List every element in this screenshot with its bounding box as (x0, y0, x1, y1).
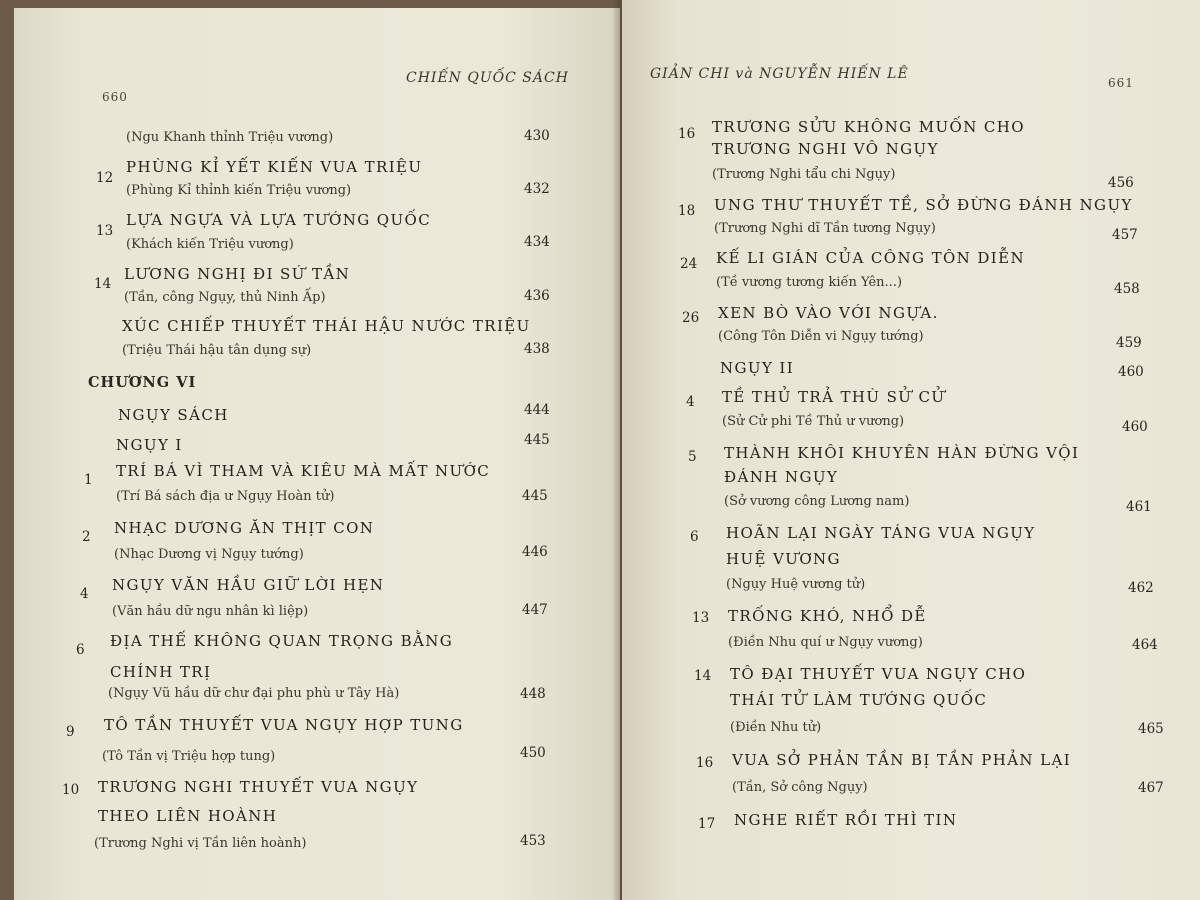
toc-page: 430 (524, 128, 550, 144)
toc-page: 458 (1114, 281, 1140, 297)
toc-page: 462 (1128, 580, 1154, 596)
toc-subtitle: (Ngụy Vũ hầu dữ chư đại phu phù ư Tây Hà) (108, 686, 400, 701)
toc-title: TRÍ BÁ VÌ THAM VÀ KIÊU MÀ MẤT NƯỚC (116, 462, 491, 480)
toc-page: 436 (524, 288, 550, 304)
toc-page: 432 (524, 181, 550, 197)
toc-subtitle: (Ngu Khanh thỉnh Triệu vương) (126, 130, 334, 145)
toc-title: TÔ TẦN THUYẾT VUA NGỤY HỢP TUNG (104, 716, 464, 734)
toc-title: TRỐNG KHÓ, NHỔ DỄ (728, 607, 927, 625)
toc-subtitle: (Trí Bá sách địa ư Ngụy Hoàn tử) (116, 489, 335, 504)
toc-title: THÀNH KHÔI KHUYÊN HÀN ĐỪNG VỘI (724, 444, 1080, 462)
left-running-head: CHIẾN QUỐC SÁCH (406, 70, 569, 86)
toc-title: LỰA NGỰA VÀ LỰA TƯỚNG QUỐC (126, 211, 432, 229)
toc-page: 467 (1138, 780, 1164, 796)
toc-subtitle: (Điền Nhu tử) (730, 720, 822, 735)
toc-number: 17 (698, 816, 716, 832)
toc-title-continued: THÁI TỬ LÀM TƯỚNG QUỐC (730, 691, 988, 709)
toc-subtitle: (Tô Tần vị Triệu hợp tung) (102, 749, 276, 764)
toc-subtitle: (Sử Cử phi Tề Thủ ư vương) (722, 414, 905, 429)
toc-subtitle: (Tề vương tương kiến Yên...) (716, 275, 903, 290)
left-page (14, 8, 620, 900)
toc-number: 5 (688, 449, 697, 465)
toc-title: ĐỊA THẾ KHÔNG QUAN TRỌNG BẰNG (110, 632, 454, 650)
toc-page: 445 (524, 432, 550, 448)
toc-title: NGỤY I (116, 436, 183, 454)
toc-title: XEN BÒ VÀO VỚI NGỰA. (718, 304, 939, 322)
toc-title: KẾ LI GIÁN CỦA CÔNG TÔN DIỄN (716, 249, 1026, 267)
toc-title: VUA SỞ PHẢN TẦN BỊ TẦN PHẢN LẠI (732, 751, 1072, 769)
toc-title: NGỤY VĂN HẦU GIỮ LỜI HẸN (112, 576, 385, 594)
toc-title-continued: THEO LIÊN HOÀNH (98, 807, 278, 825)
toc-number: 4 (80, 586, 89, 602)
toc-subtitle: (Tần, Sở công Ngụy) (732, 780, 868, 795)
toc-subtitle: (Ngụy Huệ vương tử) (726, 577, 866, 592)
right-page-number: 661 (1108, 76, 1134, 90)
right-running-head: GIẢN CHI và NGUYỄN HIẾN LÊ (650, 66, 909, 82)
toc-page: 461 (1126, 499, 1152, 515)
toc-title: NHẠC DƯƠNG ĂN THỊT CON (114, 519, 375, 537)
toc-title-continued: CHÍNH TRỊ (110, 663, 212, 681)
toc-number: 2 (82, 529, 91, 545)
toc-number: 14 (694, 668, 712, 684)
toc-title: NGỤY SÁCH (118, 406, 229, 424)
toc-title: TỀ THỦ TRẢ THÙ SỬ CỬ (722, 388, 946, 406)
toc-subtitle: (Văn hầu dữ ngu nhân kì liệp) (112, 604, 309, 619)
toc-title: TÔ ĐẠI THUYẾT VUA NGỤY CHO (730, 665, 1027, 683)
toc-title-continued: TRƯƠNG NGHI VÔ NGỤY (712, 140, 939, 158)
toc-page: 444 (524, 402, 550, 418)
toc-subtitle: (Trương Nghi vị Tần liên hoành) (94, 836, 307, 851)
toc-number: 1 (84, 472, 93, 488)
toc-number: 13 (692, 610, 710, 626)
chapter-heading: CHƯƠNG VI (88, 374, 197, 391)
toc-subtitle: (Điền Nhu quí ư Ngụy vương) (728, 635, 923, 650)
toc-subtitle: (Sở vương công Lương nam) (724, 494, 910, 509)
toc-title: NGHE RIẾT RỒI THÌ TIN (734, 811, 958, 829)
toc-number: 10 (62, 782, 80, 798)
toc-page: 464 (1132, 637, 1158, 653)
toc-page: 453 (520, 833, 546, 849)
toc-subtitle: (Trương Nghi tẩu chi Ngụy) (712, 167, 896, 182)
toc-subtitle: (Tần, công Ngụy, thủ Ninh Ấp) (124, 290, 326, 305)
toc-number: 13 (96, 223, 114, 239)
left-page-number: 660 (102, 90, 128, 104)
toc-title: UNG THƯ THUYẾT TỀ, SỞ ĐỪNG ĐÁNH NGỤY (714, 196, 1133, 214)
toc-subtitle: (Công Tôn Diễn vi Ngụy tướng) (718, 329, 924, 344)
toc-title: HOÃN LẠI NGÀY TÁNG VUA NGỤY (726, 524, 1036, 542)
toc-title-continued: ĐÁNH NGỤY (724, 468, 839, 486)
toc-title: TRƯƠNG NGHI THUYẾT VUA NGỤY (98, 778, 419, 796)
toc-number: 9 (66, 724, 75, 740)
toc-page: 456 (1108, 175, 1134, 191)
toc-title: XÚC CHIẾP THUYẾT THÁI HẬU NƯỚC TRIỆU (122, 317, 531, 335)
toc-number: 6 (690, 529, 699, 545)
toc-title: PHÙNG KỈ YẾT KIẾN VUA TRIỆU (126, 158, 423, 176)
toc-number: 26 (682, 310, 700, 326)
toc-page: 446 (522, 544, 548, 560)
toc-page: 448 (520, 686, 546, 702)
toc-page: 465 (1138, 721, 1164, 737)
toc-title: TRƯƠNG SỬU KHÔNG MUỐN CHO (712, 118, 1025, 136)
toc-number: 6 (76, 642, 85, 658)
toc-number: 12 (96, 170, 114, 186)
toc-subtitle: (Nhạc Dương vị Ngụy tướng) (114, 547, 304, 562)
toc-page: 438 (524, 341, 550, 357)
toc-number: 16 (696, 755, 714, 771)
toc-page: 459 (1116, 335, 1142, 351)
toc-title: LƯƠNG NGHỊ ĐI SỨ TẦN (124, 265, 351, 283)
toc-subtitle: (Phùng Kỉ thỉnh kiến Triệu vương) (126, 183, 352, 198)
toc-subtitle: (Trương Nghi dĩ Tần tương Ngụy) (714, 221, 936, 236)
toc-subtitle: (Khách kiến Triệu vương) (126, 237, 294, 252)
right-page (622, 0, 1200, 900)
toc-page: 434 (524, 234, 550, 250)
toc-page: 457 (1112, 227, 1138, 243)
toc-number: 14 (94, 276, 112, 292)
toc-page: 450 (520, 745, 546, 761)
toc-page: 445 (522, 488, 548, 504)
toc-subtitle: (Triệu Thái hậu tân dụng sự) (122, 343, 312, 358)
toc-number: 18 (678, 203, 696, 219)
toc-number: 4 (686, 394, 695, 410)
toc-number: 16 (678, 126, 696, 142)
toc-number: 24 (680, 256, 698, 272)
toc-page: 447 (522, 602, 548, 618)
toc-title: NGỤY II (720, 359, 795, 377)
toc-title-continued: HUỆ VƯƠNG (726, 550, 841, 568)
toc-page: 460 (1118, 364, 1144, 380)
toc-page: 460 (1122, 419, 1148, 435)
